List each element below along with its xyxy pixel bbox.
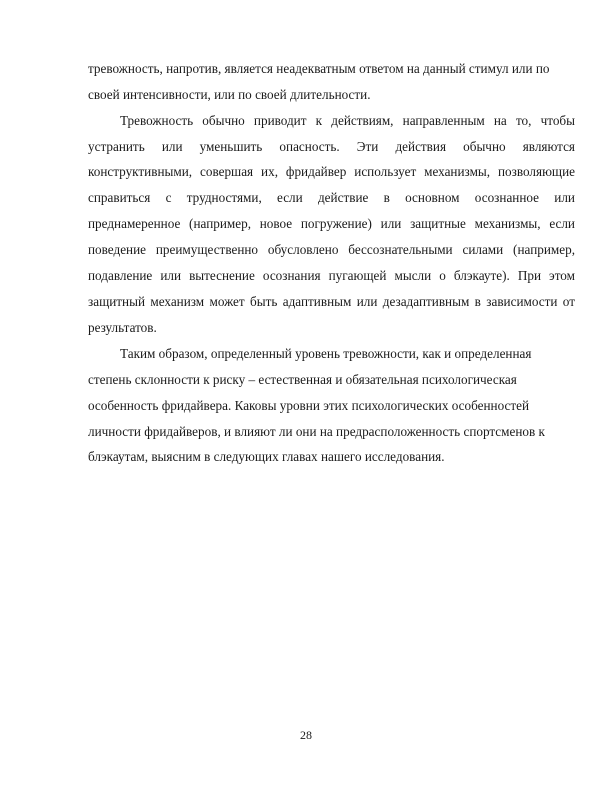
text-line: преднамеренное (например, новое погружение) или защитные механизмы, если [88,216,575,231]
text-line: конструктивными, совершая их, фридайвер использует механизмы, позволяющие [88,164,575,179]
page-number: 28 [300,728,312,742]
text-line: своей интенсивности, или по своей длительности. [88,87,371,102]
text-line: устранить или уменьшить опасность. Эти действия обычно являются [88,139,575,154]
text-line: поведение преимущественно обусловлено бессознательными силами (например, [88,242,575,257]
text-line: защитный механизм может быть адаптивным или дезадаптивным в зависимости от [88,294,575,309]
text-line: подавление или вытеснение осознания пугающей мысли о блэкауте). При этом [88,268,575,283]
paragraph-first-line: Тревожность обычно приводит к действиям, направленным на то, чтобы [120,113,575,128]
text-line: степень склонности к риску – естественная и обязательная психологическая [88,372,517,387]
text-line: блэкаутам, выясним в следующих главах нашего исследования. [88,449,445,464]
text-line: справиться с трудностями, если действие в основном осознанное или [88,190,575,205]
text-line: тревожность, напротив, является неадекватным ответом на данный стимул или по [88,61,550,76]
text-line: результатов. [88,320,157,335]
text-line: личности фридайверов, и влияют ли они на предрасположенность спортсменов к [88,424,545,439]
text-line: особенность фридайвера. Каковы уровни этих психологических особенностей [88,398,530,413]
paragraph-first-line: Таким образом, определенный уровень тревожности, как и определенная [120,346,532,361]
